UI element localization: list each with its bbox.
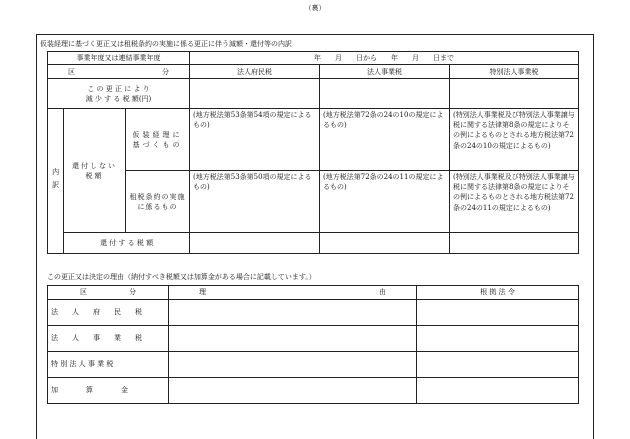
reduction-label-line2: 減 少 す る 税 額(円) (85, 94, 152, 103)
reason-header-bun: 分 (129, 288, 136, 297)
section1-title: 仮装経理に基づく更正又は租税条約の実施に係る更正に伴う減額・還付等の内訳 (40, 40, 292, 48)
page-label: （裏） (304, 4, 326, 12)
division-header (48, 65, 190, 79)
reason-row-label-special: 特 別 法 人 事 業 税 (48, 352, 169, 378)
reason-surcharge[interactable] (169, 378, 417, 404)
law-enterprise[interactable] (417, 326, 579, 352)
reason-table (47, 285, 579, 404)
header-ku: 区 (68, 67, 75, 76)
breakdown-label: 内訳 (48, 109, 64, 254)
fictitious-prefectural: (地方税法第53条第54項の規定によるもの) (190, 109, 320, 171)
reason-division-header (48, 286, 169, 300)
reason-header (169, 286, 417, 300)
refund-enterprise[interactable] (320, 233, 450, 254)
treaty-prefectural: (地方税法第53条第50項の規定によるもの) (190, 171, 320, 233)
law-special[interactable] (417, 352, 579, 378)
header-bun: 分 (162, 67, 170, 76)
reduction-table (47, 51, 579, 254)
legal-basis-header: 根 拠 法 令 (417, 286, 579, 300)
law-prefectural[interactable] (417, 300, 579, 326)
reduction-enterprise[interactable] (320, 79, 450, 109)
refund-prefectural[interactable] (190, 233, 320, 254)
col-special-enterprise-tax: 特別法人事業税 (450, 65, 579, 79)
fictitious-enterprise: (地方税法第72条の24の10の規定によるもの) (320, 109, 450, 171)
treaty-special: (特別法人事業税及び特別法人事業譲与税に関する法律第8条の規定によりその例によるものとされる地方税法第72条の24の11の規定によるもの) (450, 171, 579, 233)
treaty-enterprise: (地方税法第72条の24の11の規定によるもの) (320, 171, 450, 233)
law-surcharge[interactable] (417, 378, 579, 404)
reduction-label (48, 79, 190, 109)
col-prefectural-tax: 法人府民税 (190, 65, 320, 79)
reason-prefectural[interactable] (169, 300, 417, 326)
section2-title: この更正又は決定の理由（納付すべき税額又は加算金がある場合に記載しています。） (47, 273, 316, 281)
reason-enterprise[interactable] (169, 326, 417, 352)
reason-row-label-surcharge: 加 算 金 (48, 378, 169, 404)
fictitious-special: (特別法人事業税及び特別法人事業譲与税に関する法律第8条の規定によりその例によるものとされる地方税法第72条の24の10の規定によるもの) (450, 109, 579, 171)
reason-header-ku: 区 (80, 288, 87, 297)
reason-row-label-enterprise: 法 人 事 業 税 (48, 326, 169, 352)
reason-row-label-prefectural: 法 人 府 民 税 (48, 300, 169, 326)
non-refund-label: 還付しない税額 (64, 109, 126, 233)
col-enterprise-tax: 法人事業税 (320, 65, 450, 79)
reason-special[interactable] (169, 352, 417, 378)
tax-treaty-label: 租税条約の実施に係るもの (126, 171, 190, 233)
refund-special[interactable] (450, 233, 579, 254)
reduction-special[interactable] (450, 79, 579, 109)
refund-label: 還 付 す る 税 額 (64, 233, 190, 254)
fiscal-year-label: 事業年度又は連結事業年度 (48, 52, 190, 65)
reason-header-yu: 由 (379, 288, 386, 297)
fictitious-accounting-label: 仮装経理に基づくもの (126, 109, 190, 171)
fiscal-year-value: 年 月 日から 年 月 日まで (190, 52, 579, 65)
reduction-label-line1: こ の 更 正 に よ り (87, 84, 150, 93)
reduction-prefectural[interactable] (190, 79, 320, 109)
reason-header-ri: 理 (199, 288, 206, 297)
